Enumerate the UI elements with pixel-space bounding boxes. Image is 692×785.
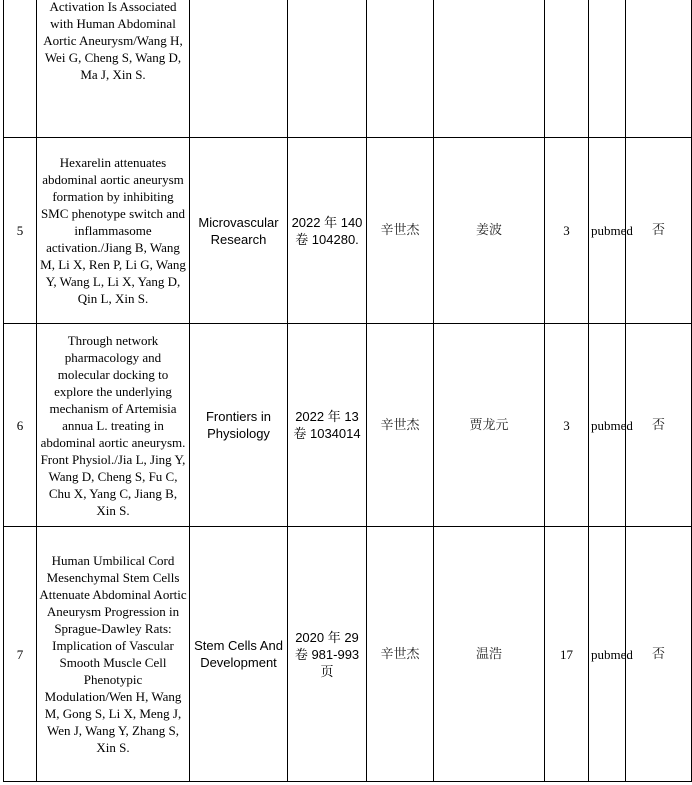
- journal-name: Stem Cells And Development: [190, 527, 288, 782]
- flag-value: [626, 0, 692, 138]
- journal-name: Microvascular Research: [190, 138, 288, 324]
- table-row: [4, 527, 692, 782]
- table-row: [4, 138, 692, 324]
- citation-count: 3: [545, 138, 589, 324]
- corresponding-author: 辛世杰: [367, 138, 434, 324]
- corresponding-author: 辛世杰: [367, 324, 434, 527]
- row-number: 7: [4, 527, 37, 782]
- first-author: 贾龙元: [434, 324, 545, 527]
- paper-title-authors: Through network pharmacology and molecular docking to explore the underlying mechanism of Artemisia annua L. treating in abdominal aortic aneurysm. Front Physiol./Jia L, Jing Y, Wang D, Cheng S, Fu C, Chu X, Yang C, Jiang B, Xin S.: [37, 324, 190, 527]
- row-number: [4, 0, 37, 138]
- first-author: 姜波: [434, 138, 545, 324]
- first-author: [434, 0, 545, 138]
- database-name: pubmed: [589, 324, 626, 527]
- corresponding-author: [367, 0, 434, 138]
- table-row: [4, 0, 692, 138]
- paper-title-authors: Hexarelin attenuates abdominal aortic aneurysm formation by inhibiting SMC phenotype switch and inflammasome activation./Jiang B, Wang M, Li X, Ren P, Li G, Wang Y, Wang L, Li X, Yang D, Qin L, Xin S.: [37, 138, 190, 324]
- corresponding-author: 辛世杰: [367, 527, 434, 782]
- citation-count: [545, 0, 589, 138]
- publication-table: [3, 0, 692, 782]
- database-name: pubmed: [589, 527, 626, 782]
- citation-volume: 2022 年 13 卷 1034014: [288, 324, 367, 527]
- citation-volume: 2020 年 29 卷 981-993 页: [288, 527, 367, 782]
- citation-volume: [288, 0, 367, 138]
- database-name: pubmed: [589, 138, 626, 324]
- first-author: 温浩: [434, 527, 545, 782]
- journal-name: [190, 0, 288, 138]
- paper-title-authors: Human Umbilical Cord Mesenchymal Stem Cells Attenuate Abdominal Aortic Aneurysm Progression in Sprague-Dawley Rats: Implication of Vascular Smooth Muscle Cell Phenotypic Modulation/Wen H, Wang M, Gong S, Li X, Meng J, Wen J, Wang Y, Zhang S, Xin S.: [37, 527, 190, 782]
- flag-value: 否: [626, 138, 692, 324]
- citation-volume: 2022 年 140 卷 104280.: [288, 138, 367, 324]
- citation-count: 17: [545, 527, 589, 782]
- paper-title-authors: Activation Is Associated with Human Abdominal Aortic Aneurysm/Wang H, Wei G, Cheng S, Wang D, Ma J, Xin S.: [37, 0, 190, 138]
- journal-name: Frontiers in Physiology: [190, 324, 288, 527]
- database-name: [589, 0, 626, 138]
- row-number: 6: [4, 324, 37, 527]
- row-number: 5: [4, 138, 37, 324]
- flag-value: 否: [626, 324, 692, 527]
- table-row: [4, 324, 692, 527]
- flag-value: 否: [626, 527, 692, 782]
- citation-count: 3: [545, 324, 589, 527]
